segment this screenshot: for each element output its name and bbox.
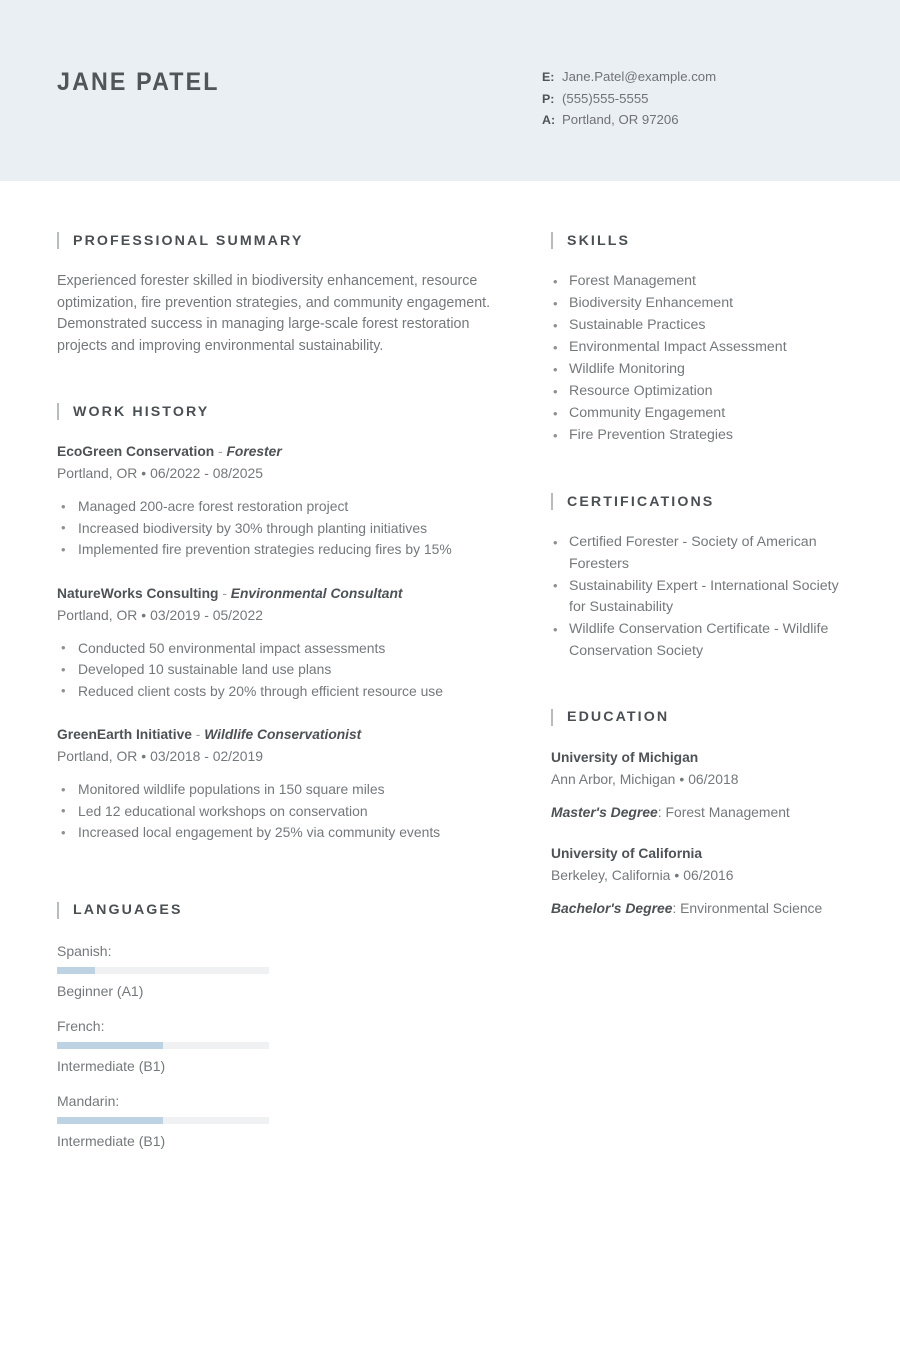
education-entry (551, 748, 856, 822)
language-proficiency-fill (57, 1042, 163, 1049)
skills-list (551, 271, 856, 447)
job-company: EcoGreen Conservation (57, 444, 215, 459)
address-label: A: (542, 113, 556, 127)
job-dates: 06/2022 - 08/2025 (150, 465, 263, 481)
list-item: • Conducted 50 environmental impact assessments (57, 638, 499, 659)
summary-text: Experienced forester skilled in biodiversity enhancement, resource optimization, fire prevention strategies, and community engagement. Demonstrated success in managing large-scale forest restoration projects and improving environmental sustainability. (57, 273, 491, 354)
list-item: • Led 12 educational workshops on conservation (57, 801, 499, 822)
email-label: E: (542, 70, 555, 84)
language-level: Intermediate (B1) (57, 1057, 166, 1074)
education-entry (551, 844, 856, 918)
section-education (551, 709, 856, 918)
language-name: French: (57, 1017, 105, 1034)
list-item: • Developed 10 sustainable land use plans (57, 659, 499, 680)
job-bullet-list (57, 779, 499, 843)
section-professional-summary (57, 232, 499, 357)
bullet-separator-icon: • (141, 465, 147, 481)
bullet-separator-icon: • (679, 770, 685, 787)
list-item: • Wildlife Monitoring (551, 359, 856, 381)
language-level: Beginner (A1) (57, 982, 144, 999)
email-value[interactable]: Jane.Patel@example.com (562, 69, 717, 84)
list-item: • Wildlife Conservation Certificate - Wildlife Conservation Society (551, 619, 856, 662)
language-proficiency-bar (57, 1117, 269, 1124)
list-item: • Monitored wildlife populations in 150 square miles (57, 779, 499, 800)
phone-value[interactable]: (555)555-5555 (562, 90, 649, 106)
section-languages (57, 902, 499, 1166)
contact-row-phone (542, 91, 872, 107)
section-title: WORK HISTORY (73, 403, 210, 420)
list-item: • Fire Prevention Strategies (551, 425, 856, 447)
list-item: • Forest Management (551, 271, 856, 293)
section-heading-certifications (551, 493, 856, 510)
list-item: • Sustainability Expert - International Society for Sustainability (551, 576, 856, 619)
list-item: • Increased biodiversity by 30% through planting initiatives (57, 518, 499, 539)
section-title: CERTIFICATIONS (567, 493, 715, 510)
accent-bar-icon (57, 403, 59, 420)
education-degree-line (551, 898, 856, 918)
education-degree-value: : Environmental Science (672, 899, 823, 916)
bullet-separator-icon: • (141, 606, 147, 623)
education-degree-label: Master's Degree (551, 803, 658, 820)
job-meta-line (57, 746, 499, 766)
section-heading-education (551, 709, 856, 726)
job-role: Wildlife Conservationist (204, 727, 362, 742)
section-title: PROFESSIONAL SUMMARY (73, 232, 304, 249)
accent-bar-icon (551, 709, 553, 726)
list-item: • Managed 200-acre forest restoration project (57, 496, 499, 517)
list-item: • Resource Optimization (551, 381, 856, 403)
section-title: EDUCATION (567, 709, 670, 725)
education-meta-line (551, 769, 856, 789)
job-title-line (57, 584, 499, 603)
job-bullet-list (57, 496, 499, 560)
job-meta-line (57, 463, 499, 483)
language-proficiency-fill (57, 967, 95, 974)
job-bullet-list (57, 638, 499, 702)
job-company: GreenEarth Initiative (57, 727, 192, 742)
section-heading-professional-summary (57, 232, 499, 249)
contact-row-email (542, 69, 872, 85)
education-school: University of Michigan (551, 749, 699, 765)
work-history-entry (57, 442, 499, 560)
contact-row-address (542, 112, 872, 128)
left-column (57, 232, 499, 1166)
accent-bar-icon (551, 493, 553, 510)
spacer (551, 663, 856, 709)
accent-bar-icon (57, 232, 59, 249)
job-meta-line (57, 605, 499, 625)
education-location: Ann Arbor, Michigan (551, 770, 676, 787)
job-dates: 03/2018 - 02/2019 (150, 748, 263, 764)
language-item (57, 1016, 269, 1076)
job-title-line (57, 442, 499, 461)
list-item: • Environmental Impact Assessment (551, 337, 856, 359)
language-grid (57, 941, 499, 1166)
job-location: Portland, OR (57, 606, 138, 623)
education-degree-line (551, 802, 856, 822)
education-degree-label: Bachelor's Degree (551, 899, 673, 916)
spacer (551, 447, 856, 493)
accent-bar-icon (57, 902, 59, 919)
candidate-name: JANE PATEL (57, 68, 220, 96)
job-company: NatureWorks Consulting (57, 585, 219, 601)
language-proficiency-fill (57, 1117, 163, 1124)
section-title: LANGUAGES (73, 902, 183, 918)
language-name: Spanish: (57, 942, 112, 959)
language-item (57, 941, 269, 1001)
list-item: • Biodiversity Enhancement (551, 293, 856, 315)
job-role: Forester (226, 444, 282, 459)
section-title: SKILLS (567, 232, 631, 249)
section-skills (551, 232, 856, 447)
phone-label: P: (542, 91, 555, 106)
language-proficiency-bar (57, 1042, 269, 1049)
education-school: University of California (551, 845, 703, 861)
language-proficiency-bar (57, 967, 269, 974)
section-certifications (551, 493, 856, 662)
list-item: • Implemented fire prevention strategies reducing fires by 15% (57, 539, 499, 560)
section-heading-languages (57, 902, 499, 919)
job-location: Portland, OR (57, 465, 138, 481)
work-history-entry (57, 725, 499, 843)
list-item: • Community Engagement (551, 403, 856, 425)
contact-block (542, 69, 872, 134)
job-separator: - (195, 727, 201, 742)
job-dates: 03/2019 - 05/2022 (150, 606, 263, 623)
bullet-separator-icon: • (141, 748, 147, 764)
spacer (57, 561, 499, 584)
job-role: Environmental Consultant (230, 585, 403, 601)
list-item: • Sustainable Practices (551, 315, 856, 337)
right-column (551, 232, 856, 940)
education-meta-line (551, 865, 856, 885)
education-date: 06/2016 (683, 866, 734, 883)
spacer (57, 844, 499, 902)
accent-bar-icon (551, 232, 553, 249)
job-location: Portland, OR (57, 748, 138, 764)
bullet-separator-icon: • (674, 866, 680, 883)
job-separator: - (218, 444, 223, 459)
list-item: • Reduced client costs by 20% through efficient resource use (57, 681, 499, 702)
spacer (57, 357, 499, 403)
education-date: 06/2018 (688, 770, 739, 787)
job-title-line (57, 725, 499, 744)
spacer (57, 702, 499, 725)
language-level: Intermediate (B1) (57, 1132, 166, 1149)
section-work-history (57, 403, 499, 843)
certifications-list (551, 532, 856, 662)
language-name: Mandarin: (57, 1092, 120, 1109)
section-heading-skills (551, 232, 856, 249)
list-item: • Certified Forester - Society of American Foresters (551, 532, 856, 575)
language-item (57, 1091, 269, 1151)
education-degree-value: : Forest Management (657, 803, 790, 820)
list-item: • Increased local engagement by 25% via community events (57, 822, 499, 843)
address-value: Portland, OR 97206 (562, 112, 679, 127)
section-heading-work-history (57, 403, 499, 420)
education-location: Berkeley, California (551, 866, 671, 883)
job-separator: - (222, 585, 227, 601)
work-history-entry (57, 584, 499, 702)
